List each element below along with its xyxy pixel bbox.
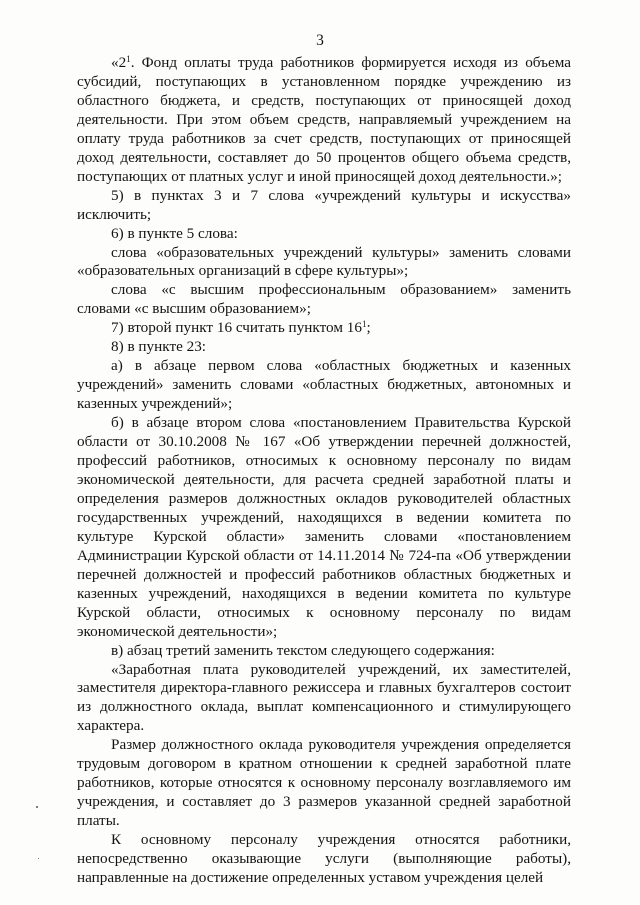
paragraph-item-6-a: слова «образовательных учреждений культуры» заменить словами «образовательных организаций в сфере культуры»; [77, 243, 571, 280]
paragraph-fund: «$2^1$. Фонд оплаты труда работников формируется исходя из объема субсидий, поступающих в установленном порядке учреждению из областного бюджета, и средств, поступающих от приносящей доход деятельности. При этом объем средств, направляемый учреждением на оплату труда работников за счет средств, поступающих от приносящей доход деятельности, составляет до 50 процентов общего объема средств, поступающих от платных услуг и иной приносящей доход деятельности.»; [77, 54, 571, 185]
paragraph-salary-size: Размер должностного оклада руководителя учреждения определяется трудовым договором в кратном отношении к средней заработной плате работников, которые относятся к основному персоналу возглавляемого им учреждения, и составляет до 3 размеров указанной средней заработной платы. [77, 736, 571, 830]
paragraph-item-8-a: а) в абзаце первом слова «областных бюджетных и казенных учреждений» заменить словами «областных бюджетных, автономных и казенных учреждений»; [77, 357, 571, 413]
scan-speck [36, 806, 38, 808]
paragraph-item-6: 6) в пункте 5 слова: [111, 224, 238, 242]
paragraph-item-7: 7) второй пункт 16 считать пунктом $16^1$; [111, 319, 371, 337]
paragraph-item-6-b: слова «с высшим профессиональным образованием» заменить словами «с высшим образованием»; [77, 281, 571, 318]
page-number: 3 [316, 32, 324, 49]
paragraph-item-8-b: б) в абзаце втором слова «постановлением Правительства Курской области от 30.10.2008 № 167 «Об утверждении перечней должностей, профессий работников, относимых к основному персоналу по видам экономической деятельности, для расчета средней заработной платы и определения размеров должностных окладов руководителей областных государственных учреждений, находящихся в ведении комитета по культуре Курской области» заменить словами «постановлением Администрации Курской области от 14.11.2014 № 724-па «Об утверждении перечней должностей и профессий работников областных бюджетных и казенных учреждений, находящихся в ведении комитета по культуре Курской области, относимых к основному персоналу по видам экономической деятельности»; [77, 414, 571, 640]
document-body [77, 54, 571, 888]
paragraph-salary: «Заработная плата руководителей учреждений, их заместителей, заместителя директора-главного режиссера и главных бухгалтеров состоит из должностного оклада, выплат компенсационного и стимулирующего характера. [77, 660, 571, 735]
paragraph-main-staff: К основному персоналу учреждения относятся работники, непосредственно оказывающие услуги (выполняющие работы), направленные на достижение определенных уставом учреждения целей [77, 831, 571, 886]
paragraph-item-8-c: в) абзац третий заменить текстом следующего содержания: [111, 641, 495, 659]
paragraph-item-8: 8) в пункте 23: [111, 338, 207, 356]
paragraph-item-5: 5) в пунктах 3 и 7 слова «учреждений культуры и искусства» исключить; [77, 186, 571, 223]
scan-speck [38, 858, 39, 859]
